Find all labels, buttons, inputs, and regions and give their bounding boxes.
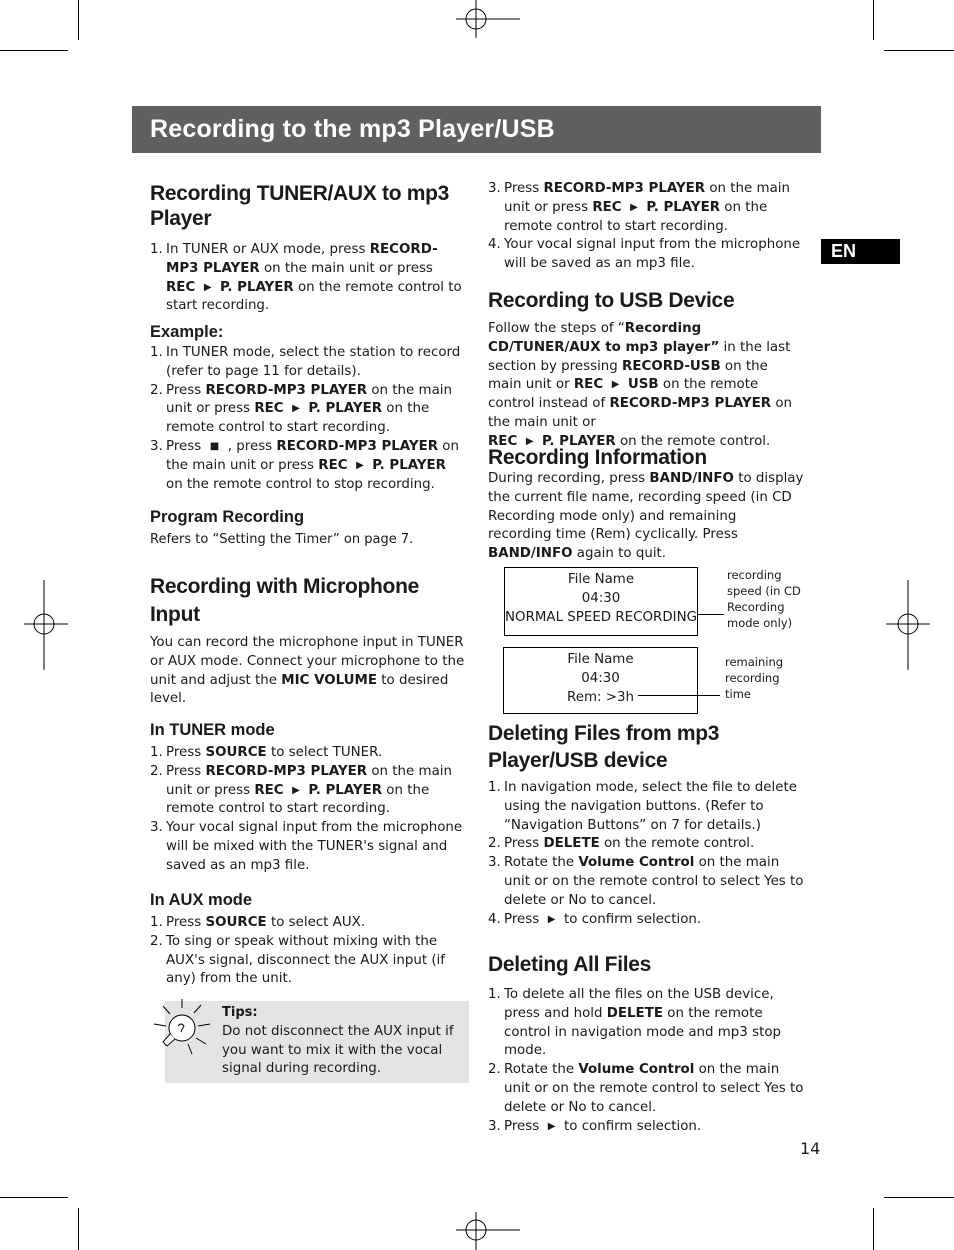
list-item: 2. Press RECORD-MP3 PLAYER on the main unit or press REC ▶ P. PLAYER on the remote control to start recording. [150, 382, 452, 436]
crop-mark [0, 50, 68, 51]
play-icon: ▶ [630, 201, 638, 213]
play-icon: ▶ [356, 459, 364, 471]
registration-mark-icon [456, 1212, 520, 1250]
play-icon: ▶ [292, 784, 300, 796]
list-item: 4. Press ▶ to confirm selection. [488, 911, 702, 927]
steps-list [488, 779, 804, 929]
list-item: 2. Rotate the Volume Control on the main unit or on the remote control to select Yes to delete or No to cancel. [488, 1062, 804, 1115]
callout-line [697, 614, 724, 615]
list-item: 1. Press SOURCE to select AUX. [150, 915, 366, 930]
list-item: 3. Press RECORD-MP3 PLAYER on the main unit or press REC ▶ P. PLAYER on the remote control to start recording. [488, 181, 790, 234]
paragraph: Follow the steps of “Recording CD/TUNER/AUX to mp3 player” in the last section by pressing RECORD-USB on the main unit or REC ▶ USB on the remote control instead of RECORD-MP3 PLAYER on the main unit or REC ▶ P. PLAYER on the remote control. [488, 321, 793, 449]
section-aux-mode [150, 890, 466, 989]
play-icon: ▶ [525, 435, 534, 447]
callout-note: recording speed (in CD Recording mode only) [727, 568, 801, 630]
section-continued-steps [488, 180, 804, 274]
section-heading: Deleting All Files [488, 953, 652, 976]
section-subheading: Program Recording [150, 508, 305, 526]
list-item: 2. Press RECORD-MP3 PLAYER on the main unit or press REC ▶ P. PLAYER on the remote control to start recording. [150, 763, 452, 817]
list-item: 4. Your vocal signal input from the microphone will be saved as an mp3 file. [488, 237, 801, 272]
play-icon: ▶ [547, 1120, 556, 1132]
list-item: 1. In TUNER mode, select the station to record (refer to page 11 for details). [150, 345, 461, 379]
paragraph: Do not disconnect the AUX input if you want to mix it with the vocal signal during recording. [222, 1023, 454, 1077]
section-program-recording [150, 507, 466, 550]
crop-mark [873, 0, 874, 40]
list-item: 1. Press SOURCE to select TUNER. [150, 745, 383, 760]
stop-icon: ■ [209, 440, 220, 452]
section-heading: Recording with Microphone Input [150, 575, 419, 626]
steps-list [150, 344, 466, 494]
section-heading: Recording to USB Device [488, 289, 735, 312]
section-subheading: In AUX mode [150, 891, 253, 909]
registration-mark-icon [24, 580, 68, 670]
list-item: 1. To delete all the files on the USB device, press and hold DELETE on the remote control in navigation mode and mp3 stop mode. [488, 987, 782, 1059]
crop-mark [873, 1208, 874, 1250]
callout-line [638, 695, 720, 696]
section-deleting-files [488, 720, 804, 929]
section-heading: Deleting Files from mp3 Player/USB device [488, 722, 720, 772]
crop-mark [884, 1197, 954, 1198]
section-recording-information [488, 445, 804, 564]
section-example [150, 322, 466, 494]
title-banner [132, 106, 821, 153]
list-item: 2. To sing or speak without mixing with the AUX's signal, disconnect the AUX input (if any) from the unit. [150, 933, 445, 987]
section-microphone [150, 573, 466, 709]
steps-list [150, 914, 466, 989]
section-deleting-all [488, 952, 804, 1136]
list-item: 2. Press DELETE on the remote control. [488, 836, 755, 852]
crop-mark [884, 50, 954, 51]
section-tuner-mode [150, 720, 466, 876]
registration-mark-icon [456, 0, 520, 38]
crop-mark [78, 0, 79, 40]
steps-list [488, 986, 804, 1136]
list-item: 3. Press ▶ to confirm selection. [488, 1118, 702, 1134]
list-item: 1. In TUNER or AUX mode, press RECORD-MP3 PLAYER on the main unit or press REC ▶ P. PLAYER on the remote control to start recording. [150, 242, 462, 314]
page-number: 14 [800, 1139, 821, 1158]
list-item: 3. Rotate the Volume Control on the main unit or on the remote control to select Yes to delete or No to cancel. [488, 855, 804, 908]
section-recording-tuner-aux [150, 181, 466, 316]
callout-note: remaining recording time [725, 655, 784, 701]
tips-text [222, 1004, 462, 1079]
crop-mark [0, 1197, 68, 1198]
list-item: 1. In navigation mode, select the file to delete using the navigation buttons. (Refer to “Navigation Buttons” on 7 for details.) [488, 780, 797, 833]
lightbulb-icon [148, 996, 220, 1062]
paragraph: You can record the microphone input in TUNER or AUX mode. Connect your microphone to the unit and adjust the MIC VOLUME to desired level. [150, 635, 465, 707]
section-heading: Recording TUNER/AUX to mp3 Player [150, 182, 450, 230]
list-item: 3. Your vocal signal input from the microphone will be mixed with the TUNER's signal and saved as an mp3 file. [150, 820, 463, 873]
play-icon: ▶ [547, 913, 556, 925]
list-item: 3. Press ■ , press RECORD-MP3 PLAYER on the main unit or press REC ▶ P. PLAYER on the remote control to stop recording. [150, 438, 459, 492]
crop-mark [78, 1208, 79, 1250]
steps-list [488, 180, 804, 274]
registration-mark-icon [886, 580, 930, 670]
play-icon: ▶ [292, 403, 300, 415]
page-title: Recording to the mp3 Player/USB [150, 115, 555, 143]
section-subheading: Example: [150, 323, 224, 341]
section-heading: Recording Information [488, 446, 707, 469]
section-subheading: In TUNER mode [150, 721, 275, 739]
steps-list [150, 744, 466, 876]
play-icon: ▶ [611, 379, 620, 391]
paragraph: Refers to “Setting the Timer” on page 7. [150, 532, 414, 547]
tips-label: Tips: [222, 1005, 258, 1020]
steps-list [150, 241, 466, 316]
play-icon: ▶ [203, 281, 212, 293]
display-screen-speed: File Name 04:30 NORMAL SPEED RECORDING [504, 567, 698, 636]
language-tab: EN [821, 239, 900, 264]
section-recording-usb [488, 288, 804, 452]
display-screen-remaining: File Name 04:30 Rem: >3h [503, 647, 698, 714]
paragraph: During recording, press BAND/INFO to display the current file name, recording speed (in CD Recording mode only) and remaining recording time (Rem) cyclically. Press BAND/INFO again to quit. [488, 471, 804, 562]
